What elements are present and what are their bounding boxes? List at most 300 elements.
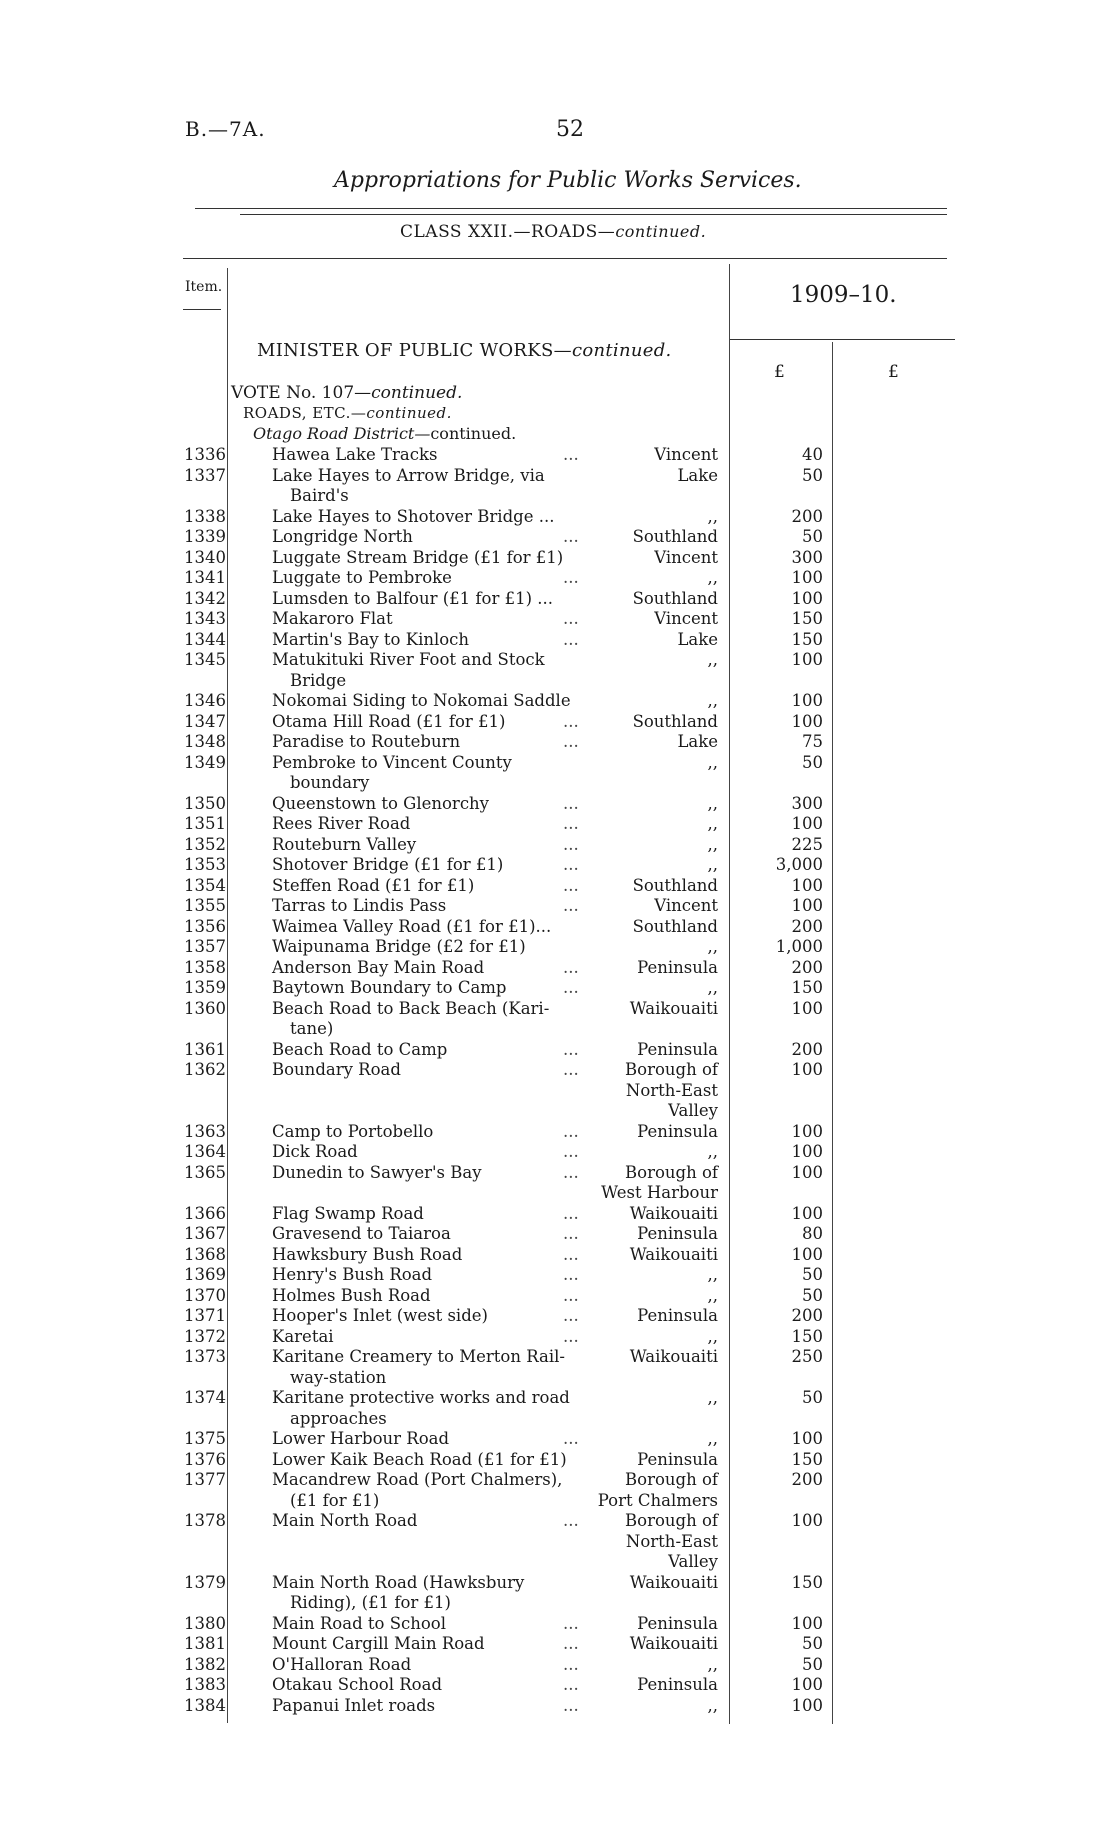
- item-district: Southland: [632, 588, 718, 608]
- item-number: 1348: [184, 732, 226, 751]
- item-description: Beach Road to Camp: [272, 1039, 448, 1059]
- leader-dots: ...: [563, 1306, 579, 1325]
- table-row: [0, 1429, 1114, 1450]
- item-district: Vincent: [654, 609, 718, 628]
- item-description: Boundary Road: [272, 1060, 401, 1079]
- table-row: [0, 1470, 1114, 1511]
- table-row: [0, 507, 1114, 528]
- leader-dots: ...: [563, 1060, 579, 1079]
- table-row: [0, 917, 1114, 938]
- item-number: 1356: [184, 916, 226, 936]
- item-amount: 50: [802, 1265, 823, 1284]
- item-number: 1355: [184, 896, 226, 915]
- item-district: North-East: [625, 1080, 718, 1100]
- item-amount: 200: [791, 916, 823, 936]
- item-amount: 1,000: [775, 937, 823, 956]
- item-description: Hooper's Inlet (west side): [272, 1306, 488, 1325]
- item-number: 1358: [184, 957, 226, 977]
- leader-dots: ...: [563, 732, 579, 751]
- item-number: 1364: [184, 1142, 226, 1161]
- leader-dots: ...: [563, 1695, 579, 1715]
- item-district: Peninsula: [637, 1121, 718, 1141]
- item-amount: 100: [791, 1203, 823, 1223]
- item-number: 1363: [184, 1121, 226, 1141]
- item-district: Peninsula: [637, 1675, 718, 1694]
- item-description: Dunedin to Sawyer's Bay: [272, 1162, 482, 1182]
- item-description: Camp to Portobello: [272, 1121, 434, 1141]
- table-row: [0, 1347, 1114, 1388]
- item-district: ,,: [707, 1265, 718, 1284]
- item-number: 1354: [184, 875, 226, 895]
- item-number: 1384: [184, 1695, 226, 1715]
- item-district: Southland: [632, 916, 718, 936]
- item-district: Borough of: [625, 1470, 718, 1489]
- item-amount: 50: [802, 527, 823, 546]
- item-description: Bridge: [290, 670, 347, 690]
- item-description: Karitane protective works and road: [272, 1388, 570, 1407]
- item-district: ,,: [707, 1429, 718, 1448]
- item-district: Valley: [668, 1101, 718, 1120]
- divider: [729, 339, 955, 340]
- item-description: Paradise to Routeburn: [272, 732, 461, 751]
- item-number: 1365: [184, 1162, 226, 1182]
- item-number: 1336: [184, 445, 226, 464]
- item-number: 1383: [184, 1675, 226, 1694]
- leader-dots: ...: [563, 978, 579, 997]
- item-number: 1377: [184, 1470, 226, 1489]
- item-district: ,,: [707, 650, 718, 669]
- item-district: ,,: [707, 814, 718, 833]
- leader-dots: ...: [563, 957, 579, 977]
- leader-dots: ...: [563, 1326, 579, 1346]
- item-description: Lake Hayes to Arrow Bridge, via: [272, 465, 545, 485]
- leader-dots: ...: [563, 1142, 579, 1161]
- table-row: [0, 999, 1114, 1040]
- item-amount: 100: [791, 1121, 823, 1141]
- item-district: Lake: [677, 629, 718, 649]
- item-number: 1382: [184, 1654, 226, 1674]
- item-district: Peninsula: [637, 1449, 718, 1469]
- leader-dots: ...: [563, 855, 579, 874]
- item-description: tane): [290, 1019, 334, 1038]
- item-description: Lake Hayes to Shotover Bridge ...: [272, 506, 555, 526]
- item-district: Southland: [632, 711, 718, 731]
- table-row: [0, 589, 1114, 610]
- item-number: 1361: [184, 1039, 226, 1059]
- item-number: 1350: [184, 793, 226, 813]
- item-district: Waikouaiti: [629, 1634, 718, 1653]
- table-row: [0, 568, 1114, 589]
- item-district: West Harbour: [601, 1183, 718, 1202]
- table-row: [0, 1060, 1114, 1122]
- item-description: Flag Swamp Road: [272, 1203, 424, 1223]
- item-district: Peninsula: [637, 957, 718, 977]
- table-row: [0, 1040, 1114, 1061]
- table-row: [0, 1122, 1114, 1143]
- leader-dots: ...: [563, 896, 579, 915]
- item-number: 1369: [184, 1265, 226, 1284]
- item-district: ,,: [707, 691, 718, 710]
- item-amount: 100: [791, 588, 823, 608]
- divider: [183, 309, 221, 310]
- table-row: [0, 896, 1114, 917]
- class-heading: CLASS XXII.—ROADS—continued.: [400, 222, 707, 242]
- table-row: [0, 1388, 1114, 1429]
- item-description: Luggate to Pembroke: [272, 568, 452, 587]
- item-number: 1353: [184, 855, 226, 874]
- leader-dots: ...: [563, 527, 579, 546]
- item-description: Lower Kaik Beach Road (£1 for £1): [272, 1449, 567, 1469]
- item-description: Baytown Boundary to Camp: [272, 978, 507, 997]
- item-description: Lower Harbour Road: [272, 1429, 450, 1448]
- item-amount: 100: [791, 1162, 823, 1182]
- document-reference: B.—7A.: [185, 117, 266, 141]
- leader-dots: ...: [563, 1654, 579, 1674]
- leader-dots: ...: [563, 1162, 579, 1182]
- item-number: 1346: [184, 691, 226, 710]
- item-number: 1381: [184, 1634, 226, 1653]
- item-description: Martin's Bay to Kinloch: [272, 629, 470, 649]
- table-row: [0, 753, 1114, 794]
- item-number: 1379: [184, 1572, 226, 1592]
- item-description: Luggate Stream Bridge (£1 for £1): [272, 547, 564, 567]
- item-number: 1357: [184, 937, 226, 956]
- table-row: [0, 958, 1114, 979]
- leader-dots: ...: [563, 1265, 579, 1284]
- item-number: 1380: [184, 1613, 226, 1633]
- item-description: O'Halloran Road: [272, 1654, 412, 1674]
- item-number: 1351: [184, 814, 226, 833]
- item-amount: 200: [791, 1039, 823, 1059]
- item-description: Lumsden to Balfour (£1 for £1) ...: [272, 588, 554, 608]
- item-amount: 100: [791, 1511, 823, 1530]
- item-district: ,,: [707, 855, 718, 874]
- item-number: 1347: [184, 711, 226, 731]
- item-description: Anderson Bay Main Road: [272, 957, 485, 977]
- table-row: [0, 650, 1114, 691]
- item-description: Longridge North: [272, 527, 413, 546]
- item-district: Vincent: [654, 445, 718, 464]
- item-number: 1337: [184, 465, 226, 485]
- item-amount: 150: [791, 1449, 823, 1469]
- leader-dots: ...: [563, 814, 579, 833]
- table-row: [0, 630, 1114, 651]
- table-row: [0, 527, 1114, 548]
- item-amount: 200: [791, 506, 823, 526]
- item-amount: 300: [791, 547, 823, 567]
- item-district: Waikouaiti: [629, 1572, 718, 1592]
- item-description: Main North Road (Hawksbury: [272, 1572, 525, 1592]
- table-row: [0, 548, 1114, 569]
- item-description: Routeburn Valley: [272, 834, 417, 854]
- table-row: [0, 1163, 1114, 1204]
- item-number: 1378: [184, 1511, 226, 1530]
- item-number: 1362: [184, 1060, 226, 1079]
- year-column-header: 1909–10.: [790, 282, 897, 308]
- leader-dots: ...: [563, 1121, 579, 1141]
- item-district: Vincent: [654, 547, 718, 567]
- item-amount: 100: [791, 875, 823, 895]
- item-description: Main Road to School: [272, 1613, 447, 1633]
- item-description: boundary: [290, 773, 370, 792]
- item-district: ,,: [707, 1654, 718, 1674]
- item-number: 1374: [184, 1388, 226, 1407]
- item-description: Macandrew Road (Port Chalmers),: [272, 1470, 563, 1489]
- item-description: Hawksbury Bush Road: [272, 1244, 463, 1264]
- item-number: 1371: [184, 1306, 226, 1325]
- item-amount: 100: [791, 998, 823, 1018]
- item-district: Lake: [677, 732, 718, 751]
- item-amount: 80: [802, 1224, 823, 1243]
- item-number: 1368: [184, 1244, 226, 1264]
- item-description: approaches: [290, 1408, 387, 1428]
- item-description: Steffen Road (£1 for £1): [272, 875, 475, 895]
- item-description: Karitane Creamery to Merton Rail-: [272, 1347, 565, 1366]
- leader-dots: ...: [563, 1675, 579, 1694]
- table-row: [0, 937, 1114, 958]
- item-description: Makaroro Flat: [272, 609, 393, 628]
- table-row: [0, 1511, 1114, 1573]
- divider: [183, 258, 947, 259]
- leader-dots: ...: [563, 711, 579, 731]
- item-description: Holmes Bush Road: [272, 1285, 431, 1305]
- item-number: 1367: [184, 1224, 226, 1243]
- item-number: 1376: [184, 1449, 226, 1469]
- item-district: North-East: [625, 1531, 718, 1551]
- item-description: Pembroke to Vincent County: [272, 752, 512, 772]
- item-amount: 50: [802, 1388, 823, 1407]
- item-number: 1349: [184, 752, 226, 772]
- item-district: ,,: [707, 793, 718, 813]
- item-district: Southland: [632, 527, 718, 546]
- leader-dots: ...: [563, 875, 579, 895]
- item-district: Valley: [668, 1552, 718, 1571]
- table-row: [0, 1573, 1114, 1614]
- item-amount: 50: [802, 1654, 823, 1674]
- table-row: [0, 691, 1114, 712]
- item-description: Dick Road: [272, 1142, 358, 1161]
- table-row: [0, 1306, 1114, 1327]
- leader-dots: ...: [563, 1429, 579, 1448]
- leader-dots: ...: [563, 793, 579, 813]
- page-title: Appropriations for Public Works Services.: [334, 168, 802, 193]
- divider: [195, 208, 947, 209]
- leader-dots: ...: [563, 1285, 579, 1305]
- table-row: [0, 1655, 1114, 1676]
- table-row: [0, 609, 1114, 630]
- item-number: 1339: [184, 527, 226, 546]
- item-amount: 200: [791, 1470, 823, 1489]
- item-amount: 100: [791, 1613, 823, 1633]
- table-row: [0, 794, 1114, 815]
- item-amount: 100: [791, 711, 823, 731]
- table-row: [0, 466, 1114, 507]
- table-row: [0, 1286, 1114, 1307]
- item-district: Waikouaiti: [629, 1244, 718, 1264]
- pound-sign: £: [774, 362, 785, 382]
- item-amount: 150: [791, 978, 823, 997]
- item-amount: 150: [791, 609, 823, 628]
- item-district: Waikouaiti: [629, 1347, 718, 1366]
- table-row: [0, 1675, 1114, 1696]
- item-amount: 100: [791, 1695, 823, 1715]
- item-amount: 225: [791, 834, 823, 854]
- table-row: [0, 1265, 1114, 1286]
- item-amount: 50: [802, 1285, 823, 1305]
- table-row: [0, 855, 1114, 876]
- item-description: Tarras to Lindis Pass: [272, 896, 447, 915]
- item-description: Waimea Valley Road (£1 for £1)...: [272, 916, 552, 936]
- item-amount: 3,000: [775, 855, 823, 874]
- item-description: Karetai: [272, 1326, 334, 1346]
- leader-dots: ...: [563, 1203, 579, 1223]
- item-district: Peninsula: [637, 1613, 718, 1633]
- item-description: Mount Cargill Main Road: [272, 1634, 485, 1653]
- item-amount: 100: [791, 1142, 823, 1161]
- page-number: 52: [556, 117, 584, 142]
- item-description: Henry's Bush Road: [272, 1265, 433, 1284]
- item-description: Otakau School Road: [272, 1675, 443, 1694]
- roads-heading: ROADS, ETC.—continued.: [243, 404, 452, 422]
- item-number: 1342: [184, 588, 226, 608]
- item-description: Main North Road: [272, 1511, 418, 1530]
- item-description: Hawea Lake Tracks: [272, 445, 438, 464]
- item-number: 1352: [184, 834, 226, 854]
- vote-heading: VOTE No. 107—continued.: [231, 383, 463, 403]
- item-amount: 100: [791, 1060, 823, 1079]
- table-row: [0, 1450, 1114, 1471]
- leader-dots: ...: [563, 609, 579, 628]
- leader-dots: ...: [563, 1613, 579, 1633]
- table-row: [0, 1245, 1114, 1266]
- leader-dots: ...: [563, 1224, 579, 1243]
- item-district: ,,: [707, 568, 718, 587]
- item-amount: 150: [791, 629, 823, 649]
- item-amount: 100: [791, 814, 823, 833]
- leader-dots: ...: [563, 445, 579, 464]
- item-amount: 150: [791, 1326, 823, 1346]
- item-number: 1366: [184, 1203, 226, 1223]
- item-amount: 50: [802, 1634, 823, 1653]
- item-description: Riding), (£1 for £1): [290, 1593, 451, 1612]
- item-description: Queenstown to Glenorchy: [272, 793, 490, 813]
- item-description: Shotover Bridge (£1 for £1): [272, 855, 504, 874]
- item-district: ,,: [707, 752, 718, 772]
- item-description: Baird's: [290, 486, 349, 505]
- item-district: ,,: [707, 937, 718, 956]
- item-district: Waikouaiti: [629, 1203, 718, 1223]
- item-amount: 50: [802, 465, 823, 485]
- table-row: [0, 1224, 1114, 1245]
- item-description: Nokomai Siding to Nokomai Saddle: [272, 691, 571, 710]
- table-row: [0, 1634, 1114, 1655]
- item-amount: 100: [791, 1429, 823, 1448]
- item-number: 1373: [184, 1347, 226, 1366]
- item-description: Beach Road to Back Beach (Kari-: [272, 998, 550, 1018]
- table-row: [0, 1696, 1114, 1717]
- item-description: Otama Hill Road (£1 for £1): [272, 711, 506, 731]
- leader-dots: ...: [563, 1511, 579, 1530]
- item-number: 1341: [184, 568, 226, 587]
- item-amount: 100: [791, 1675, 823, 1694]
- item-district: Southland: [632, 875, 718, 895]
- item-description: Rees River Road: [272, 814, 411, 833]
- leader-dots: ...: [563, 629, 579, 649]
- item-amount: 200: [791, 957, 823, 977]
- item-amount: 100: [791, 568, 823, 587]
- pound-sign: £: [888, 362, 899, 382]
- table-row: [0, 712, 1114, 733]
- item-district: Waikouaiti: [629, 998, 718, 1018]
- item-amount: 75: [802, 732, 823, 751]
- table-row: [0, 1142, 1114, 1163]
- item-number: 1338: [184, 506, 226, 526]
- item-amount: 250: [791, 1347, 823, 1366]
- table-row: [0, 814, 1114, 835]
- item-number: 1375: [184, 1429, 226, 1448]
- item-number: 1372: [184, 1326, 226, 1346]
- item-district: Vincent: [654, 896, 718, 915]
- item-amount: 300: [791, 793, 823, 813]
- item-description: way-station: [290, 1367, 387, 1387]
- item-number: 1359: [184, 978, 226, 997]
- item-district: Borough of: [625, 1511, 718, 1530]
- item-description: Papanui Inlet roads: [272, 1695, 436, 1715]
- table-row: [0, 732, 1114, 753]
- item-district: Peninsula: [637, 1039, 718, 1059]
- item-description: (£1 for £1): [290, 1490, 380, 1510]
- item-column-header: Item.: [185, 279, 223, 295]
- item-amount: 40: [802, 445, 823, 464]
- item-number: 1360: [184, 998, 226, 1018]
- leader-dots: ...: [563, 1244, 579, 1264]
- table-row: [0, 1204, 1114, 1225]
- leader-dots: ...: [563, 1634, 579, 1653]
- item-number: 1370: [184, 1285, 226, 1305]
- item-amount: 100: [791, 1244, 823, 1264]
- item-district: Port Chalmers: [597, 1490, 718, 1510]
- item-amount: 100: [791, 691, 823, 710]
- item-district: Borough of: [625, 1060, 718, 1079]
- item-district: ,,: [707, 1285, 718, 1305]
- table-row: [0, 1327, 1114, 1348]
- item-number: 1344: [184, 629, 226, 649]
- item-amount: 50: [802, 752, 823, 772]
- leader-dots: ...: [563, 834, 579, 854]
- table-row: [0, 978, 1114, 999]
- item-district: ,,: [707, 506, 718, 526]
- item-amount: 150: [791, 1572, 823, 1592]
- item-district: ,,: [707, 978, 718, 997]
- item-amount: 100: [791, 896, 823, 915]
- item-number: 1345: [184, 650, 226, 669]
- minister-heading: MINISTER OF PUBLIC WORKS—continued.: [257, 340, 672, 361]
- leader-dots: ...: [563, 568, 579, 587]
- item-district: ,,: [707, 1142, 718, 1161]
- divider: [240, 214, 947, 215]
- item-number: 1343: [184, 609, 226, 628]
- item-description: Gravesend to Taiaroa: [272, 1224, 451, 1243]
- item-district: Peninsula: [637, 1224, 718, 1243]
- item-district: ,,: [707, 1388, 718, 1407]
- item-district: ,,: [707, 1326, 718, 1346]
- item-amount: 200: [791, 1306, 823, 1325]
- item-amount: 100: [791, 650, 823, 669]
- table-row: [0, 1614, 1114, 1635]
- leader-dots: ...: [563, 1039, 579, 1059]
- item-number: 1340: [184, 547, 226, 567]
- district-heading: Otago Road District—continued.: [253, 424, 517, 443]
